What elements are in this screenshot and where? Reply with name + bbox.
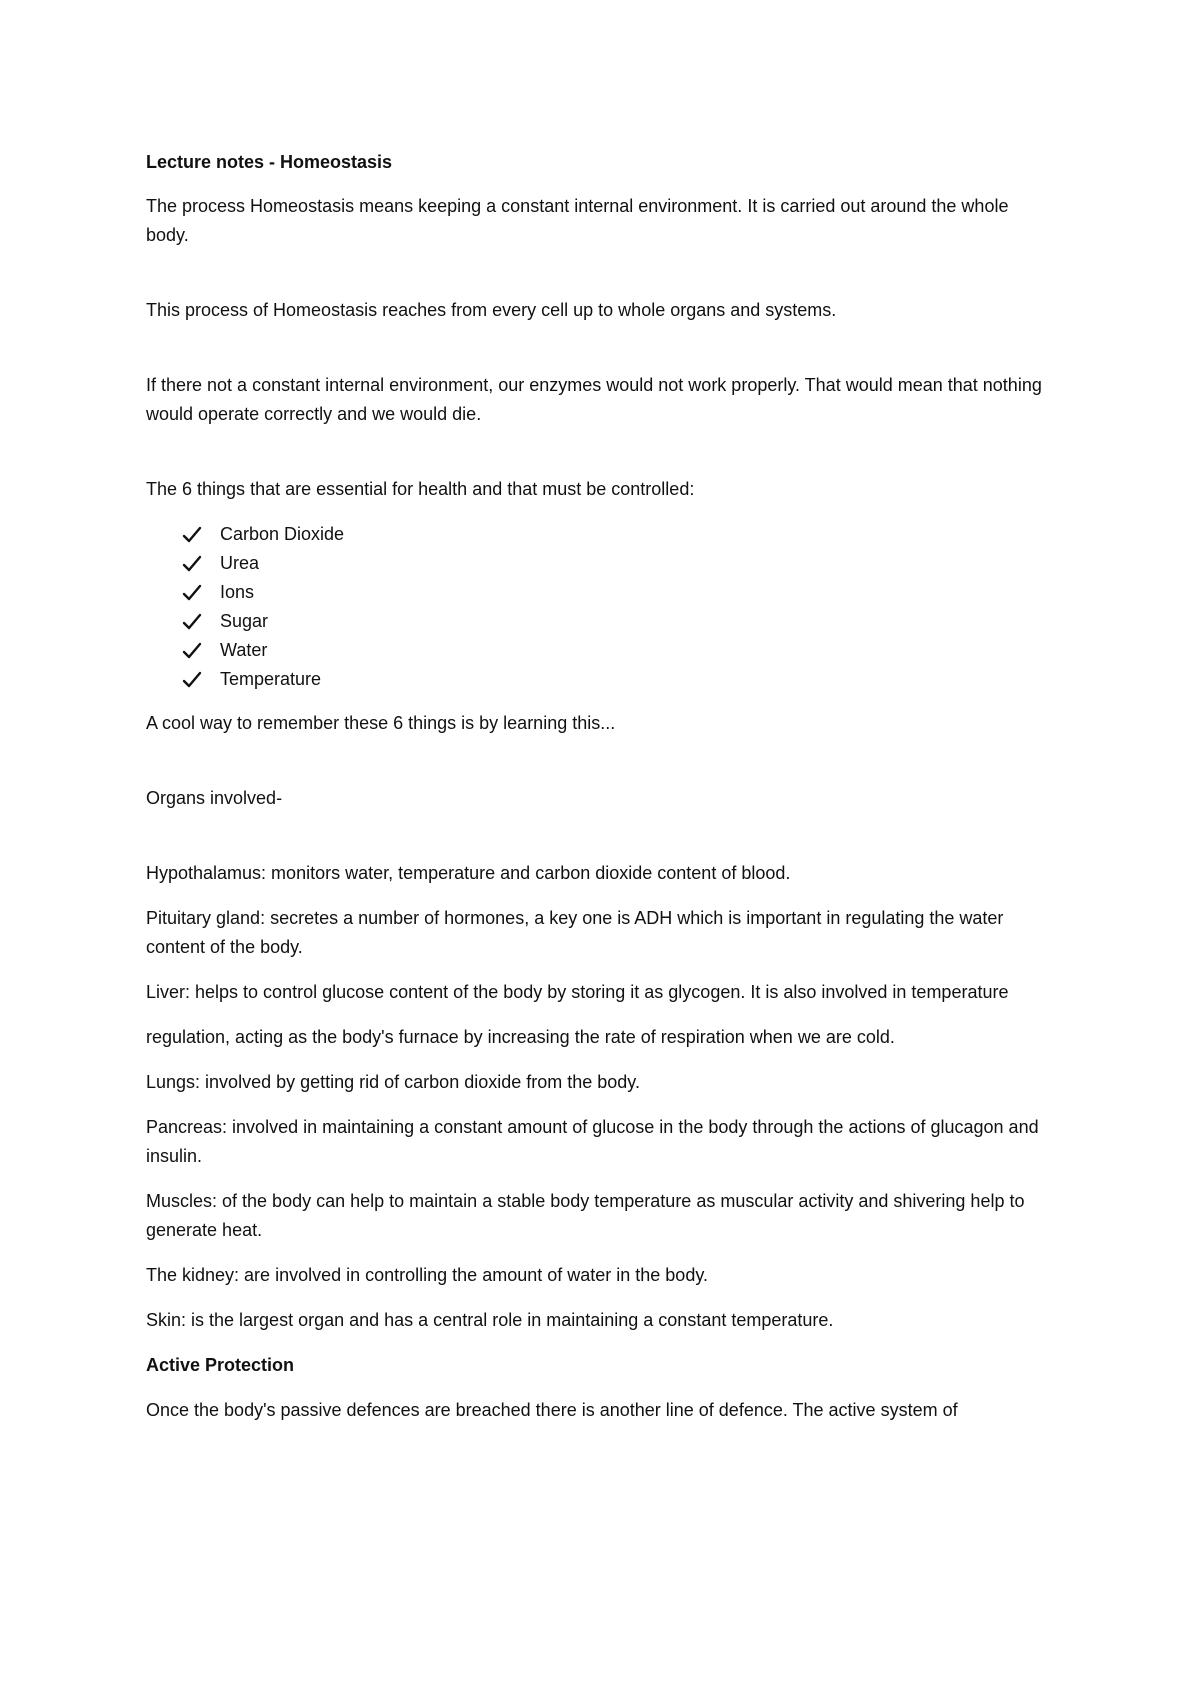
intro-paragraph-enzymes: If there not a constant internal environment, our enzymes would not work properly. That would mean that nothing would operate correctly and we would die. xyxy=(146,375,1042,424)
organ-paragraph-pancreas: Pancreas: involved in maintaining a constant amount of glucose in the body through the actions of glucagon and insulin. xyxy=(146,1117,1039,1166)
organ-paragraph-skin: Skin: is the largest organ and has a central role in maintaining a constant temperature. xyxy=(146,1310,834,1330)
organ-paragraph-liver-continued: regulation, acting as the body's furnace by increasing the rate of respiration when we are cold. xyxy=(146,1027,895,1047)
intro-paragraph-definition: The process Homeostasis means keeping a constant internal environment. It is carried out around the whole body. xyxy=(146,196,1009,245)
controlled-factors-checklist xyxy=(146,520,1056,694)
checklist-item-label: Urea xyxy=(220,553,260,573)
checklist-item xyxy=(146,665,1056,694)
spacer xyxy=(146,341,1056,371)
checkmark-icon xyxy=(182,612,202,632)
document-content xyxy=(146,148,1056,1441)
checklist-item xyxy=(146,578,1056,607)
checkmark-icon xyxy=(182,670,202,690)
checklist-item-label: Temperature xyxy=(220,669,322,689)
active-protection-heading: Active Protection xyxy=(146,1355,295,1375)
checklist-item-label: Ions xyxy=(220,582,255,602)
checkmark-icon xyxy=(182,641,202,661)
intro-paragraph-scope: This process of Homeostasis reaches from every cell up to whole organs and systems. xyxy=(146,300,837,320)
spacer xyxy=(146,266,1056,296)
remember-line: A cool way to remember these 6 things is by learning this... xyxy=(146,713,616,733)
checklist-item-label: Carbon Dioxide xyxy=(220,524,345,544)
checklist-item-label: Sugar xyxy=(220,611,269,631)
active-protection-paragraph: Once the body's passive defences are breached there is another line of defence. The active system of xyxy=(146,1400,958,1420)
checkmark-icon xyxy=(182,525,202,545)
checklist-item-label: Water xyxy=(220,640,268,660)
organs-heading: Organs involved- xyxy=(146,788,283,808)
checkmark-icon xyxy=(182,583,202,603)
document-title: Lecture notes - Homeostasis xyxy=(146,152,393,172)
checklist-item xyxy=(146,636,1056,665)
checklist-item xyxy=(146,607,1056,636)
spacer xyxy=(146,829,1056,859)
checkmark-icon xyxy=(182,554,202,574)
spacer xyxy=(146,445,1056,475)
intro-paragraph-six-things: The 6 things that are essential for health and that must be controlled: xyxy=(146,479,695,499)
organ-paragraph-hypothalamus: Hypothalamus: monitors water, temperature and carbon dioxide content of blood. xyxy=(146,863,791,883)
organ-paragraph-liver: Liver: helps to control glucose content of the body by storing it as glycogen. It is also involved in temperature xyxy=(146,982,1009,1002)
spacer xyxy=(146,754,1056,784)
checklist-item xyxy=(146,520,1056,549)
organ-paragraph-kidney: The kidney: are involved in controlling the amount of water in the body. xyxy=(146,1265,708,1285)
organ-paragraph-lungs: Lungs: involved by getting rid of carbon dioxide from the body. xyxy=(146,1072,640,1092)
organ-paragraph-muscles: Muscles: of the body can help to maintain a stable body temperature as muscular activity and shivering help to generate heat. xyxy=(146,1191,1025,1240)
organ-paragraph-pituitary: Pituitary gland: secretes a number of hormones, a key one is ADH which is important in regulating the water content of the body. xyxy=(146,908,1004,957)
checklist-item xyxy=(146,549,1056,578)
